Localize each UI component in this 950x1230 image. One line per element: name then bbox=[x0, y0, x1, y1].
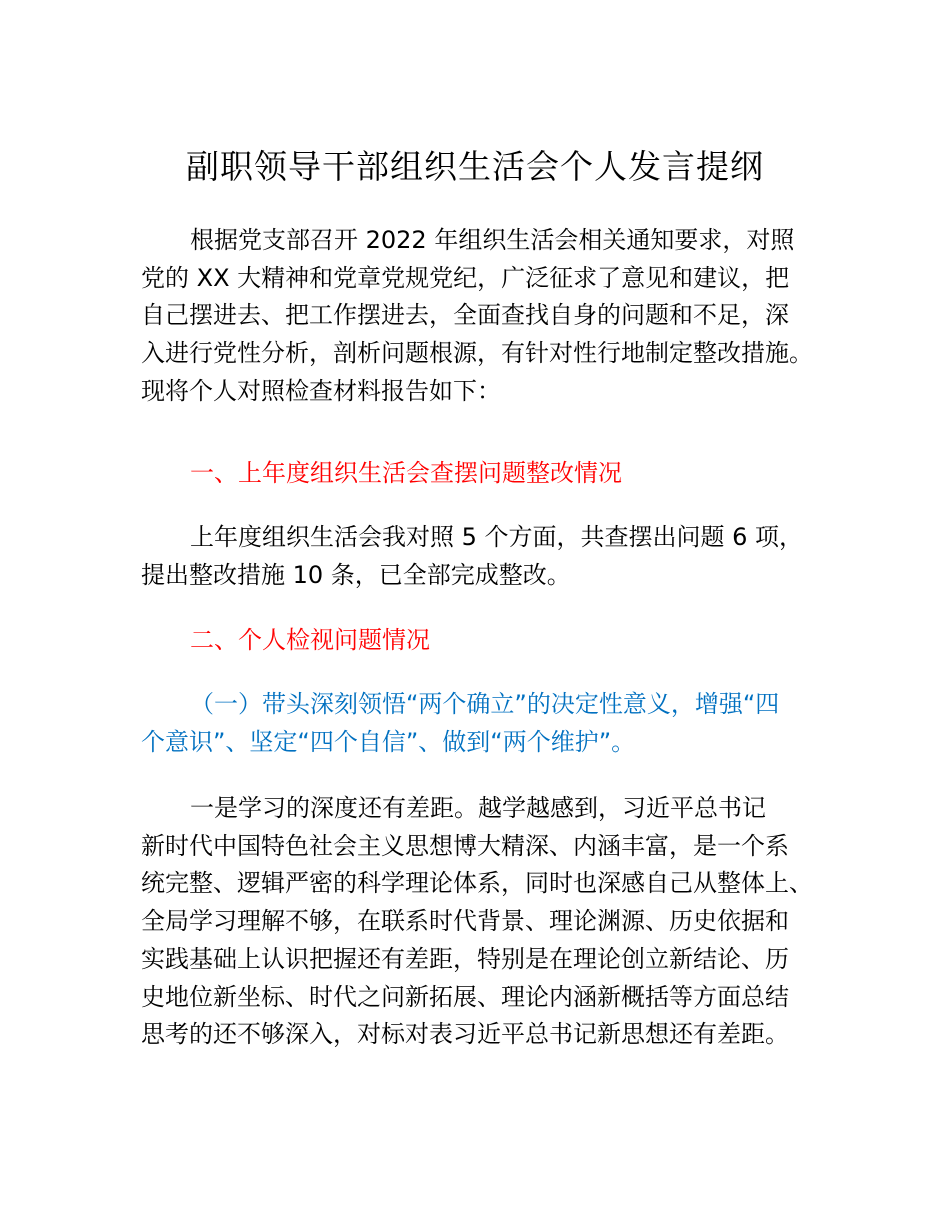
subsection1-line: （一）带头深刻领悟“两个确立”的决定性意义，增强“四 bbox=[190, 690, 780, 718]
intro-line: 自己摆进去、把工作摆进去，全面查找自身的问题和不足，深 bbox=[141, 301, 789, 330]
intro-line: 党的 XX 大精神和党章党规党纪，广泛征求了意见和建议，把 bbox=[141, 263, 790, 292]
point1-line: 统完整、逻辑严密的科学理论体系，同时也深感自己从整体上、 bbox=[141, 869, 813, 898]
intro-paragraph bbox=[141, 222, 831, 411]
point1-line: 新时代中国特色社会主义思想博大精深、内涵丰富，是一个系 bbox=[141, 831, 789, 860]
section1-heading bbox=[141, 455, 831, 493]
point1-line: 史地位新坐标、时代之问新拓展、理论内涵新概括等方面总结 bbox=[141, 982, 789, 1011]
point1-line: 实践基础上认识把握还有差距，特别是在理论创立新结论、历 bbox=[141, 944, 789, 973]
document-title: 副职领导干部组织生活会个人发言提纲 bbox=[186, 147, 764, 186]
section1-line: 上年度组织生活会我对照 5 个方面，共查摆出问题 6 项， bbox=[190, 523, 804, 551]
section1-paragraph bbox=[141, 519, 831, 594]
point1-line: 思考的还不够深入，对标对表习近平总书记新思想还有差距。 bbox=[141, 1020, 789, 1049]
point1-line: 一是学习的深度还有差距。越学越感到，习近平总书记 bbox=[190, 794, 766, 822]
point1-paragraph bbox=[141, 790, 831, 1054]
section1-line: 提出整改措施 10 条，已全部完成整改。 bbox=[141, 560, 571, 589]
section1-heading-text: 一、上年度组织生活会查摆问题整改情况 bbox=[190, 459, 622, 487]
section2-heading-text: 二、个人检视问题情况 bbox=[190, 626, 430, 654]
section2-heading bbox=[141, 622, 831, 660]
intro-line: 根据党支部召开 2022 年组织生活会相关通知要求，对照 bbox=[190, 226, 795, 254]
intro-line: 现将个人对照检查材料报告如下： bbox=[141, 376, 501, 405]
point1-line: 全局学习理解不够，在联系时代背景、理论渊源、历史依据和 bbox=[141, 907, 789, 936]
subsection1-heading bbox=[141, 686, 831, 761]
intro-line: 入进行党性分析，剖析问题根源，有针对性行地制定整改措施。 bbox=[141, 339, 813, 368]
subsection1-line: 个意识”、坚定“四个自信”、做到“两个维护”。 bbox=[141, 727, 636, 756]
